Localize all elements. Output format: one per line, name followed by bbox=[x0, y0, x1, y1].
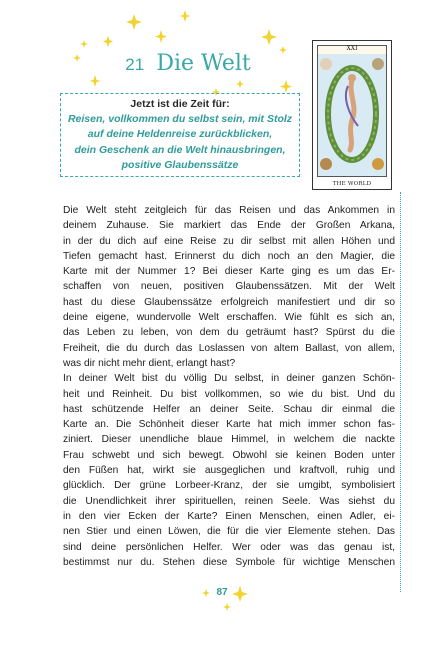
text-line: deine eigene, wundervolle Welt erschaffen. Wie fühlt es sich an, bbox=[63, 312, 395, 324]
card-numeral: XXI bbox=[346, 45, 358, 52]
star-icon bbox=[80, 40, 88, 48]
paragraph bbox=[63, 203, 395, 371]
callout-line: dein Geschenk an die Welt hinausbringen, bbox=[74, 143, 286, 156]
star-icon bbox=[202, 589, 210, 597]
star-icon bbox=[223, 603, 231, 611]
text-line: sind deine persönlichen Helfer. Wer oder was das genau ist, bbox=[63, 541, 395, 553]
text-line: hast schützende Helfer an deiner Seite. Schau dir einmal die bbox=[63, 403, 395, 415]
callout-line: auf deine Heldenreise zurückblicken, bbox=[87, 128, 273, 141]
text-line: die Unendlichkeit ihrer spirituellen, reinen Seele. Was siehst du bbox=[63, 495, 395, 507]
text-line: Frau schwebt und sich bewegt. Obwohl sie keinen Boden unter bbox=[63, 449, 395, 461]
dotted-divider bbox=[400, 192, 401, 592]
tarot-card-image bbox=[312, 40, 392, 190]
text-line: in den vier Ecken der Karte? Einen Menschen, einen Adler, ei- bbox=[63, 510, 395, 522]
world-card-illustration bbox=[318, 46, 386, 176]
star-icon bbox=[73, 54, 81, 62]
card-title: THE WORLD bbox=[332, 181, 372, 187]
page-number: 87 bbox=[216, 587, 228, 598]
text-line: Tiefen gemacht hast. Erinnerst du dich noch an den Magier, die bbox=[63, 250, 395, 262]
paragraph bbox=[63, 371, 395, 570]
text-line: nen Stier und einen Löwen, die für die vier Elemente stehen. Das bbox=[63, 526, 395, 538]
star-icon bbox=[236, 80, 244, 88]
body-text bbox=[63, 203, 395, 570]
star-icon bbox=[280, 80, 292, 93]
chapter-number: 21 bbox=[125, 55, 145, 74]
text-line: bestimmst nur du. Stehen diese Symbole für wichtige Menschen bbox=[63, 556, 395, 568]
text-line: Karte mit der Nummer 1? Bei dieser Karte ging es um das Er- bbox=[63, 266, 395, 278]
callout-line: Reisen, vollkommen du selbst sein, mit Stolz bbox=[67, 113, 293, 126]
star-icon bbox=[155, 30, 167, 43]
text-line: hast du diese Glaubenssätze erfolgreich manifestiert und dir so bbox=[63, 296, 395, 308]
star-icon bbox=[103, 36, 113, 47]
chapter-title: Die Welt bbox=[156, 51, 251, 76]
callout-text bbox=[60, 97, 300, 173]
card-artwork bbox=[317, 45, 387, 177]
text-line: heit und Reinheit. Du bist vollkommen, so wie du bist. Und du bbox=[63, 388, 395, 400]
chapter-heading bbox=[118, 50, 258, 76]
star-icon bbox=[89, 75, 101, 87]
text-line: was dir nicht mehr dient, erlangt hast? bbox=[63, 357, 236, 369]
text-line: Freiheit, die du durch das Loslassen von altem Ballast, von allem, bbox=[63, 342, 395, 354]
text-line: schaffen von neuen, positiven Glaubenssätzen. Mit der Welt bbox=[63, 281, 395, 293]
text-line: in der du dich auf eine Reise zu dir selbst mit allen Höhen und bbox=[63, 235, 395, 247]
text-line: Karte an. Die Schönheit dieser Karte hat mich immer schon fas- bbox=[63, 419, 395, 431]
text-line: den Füßen hat, wirkt sie ausgeglichen und kraftvoll, ruhig und bbox=[63, 465, 395, 477]
text-line: deinem Zuhause. Sie markiert das Ende der Großen Arkana, bbox=[63, 220, 395, 232]
text-line: ziniert. Dieser unendliche blaue Himmel, in welchem die nackte bbox=[63, 434, 395, 446]
callout-line: positive Glaubenssätze bbox=[121, 158, 239, 171]
star-icon bbox=[179, 10, 191, 22]
text-line: glücklich. Der grüne Lorbeer-Kranz, der sie umgibt, symbolisiert bbox=[63, 480, 395, 492]
star-icon bbox=[126, 14, 142, 30]
star-icon bbox=[279, 46, 287, 54]
star-icon bbox=[232, 586, 248, 602]
callout-lead: Jetzt ist die Zeit für: bbox=[130, 98, 230, 110]
text-line: das Leben zu leben, von dem du geträumt hast? Spürst du die bbox=[63, 327, 395, 339]
star-icon bbox=[261, 29, 277, 45]
text-line: Die Welt steht zeitgleich für das Reisen und das Ankommen in bbox=[63, 205, 395, 216]
text-line: In deiner Welt bist du völlig Du selbst, in deiner ganzen Schön- bbox=[63, 373, 395, 385]
